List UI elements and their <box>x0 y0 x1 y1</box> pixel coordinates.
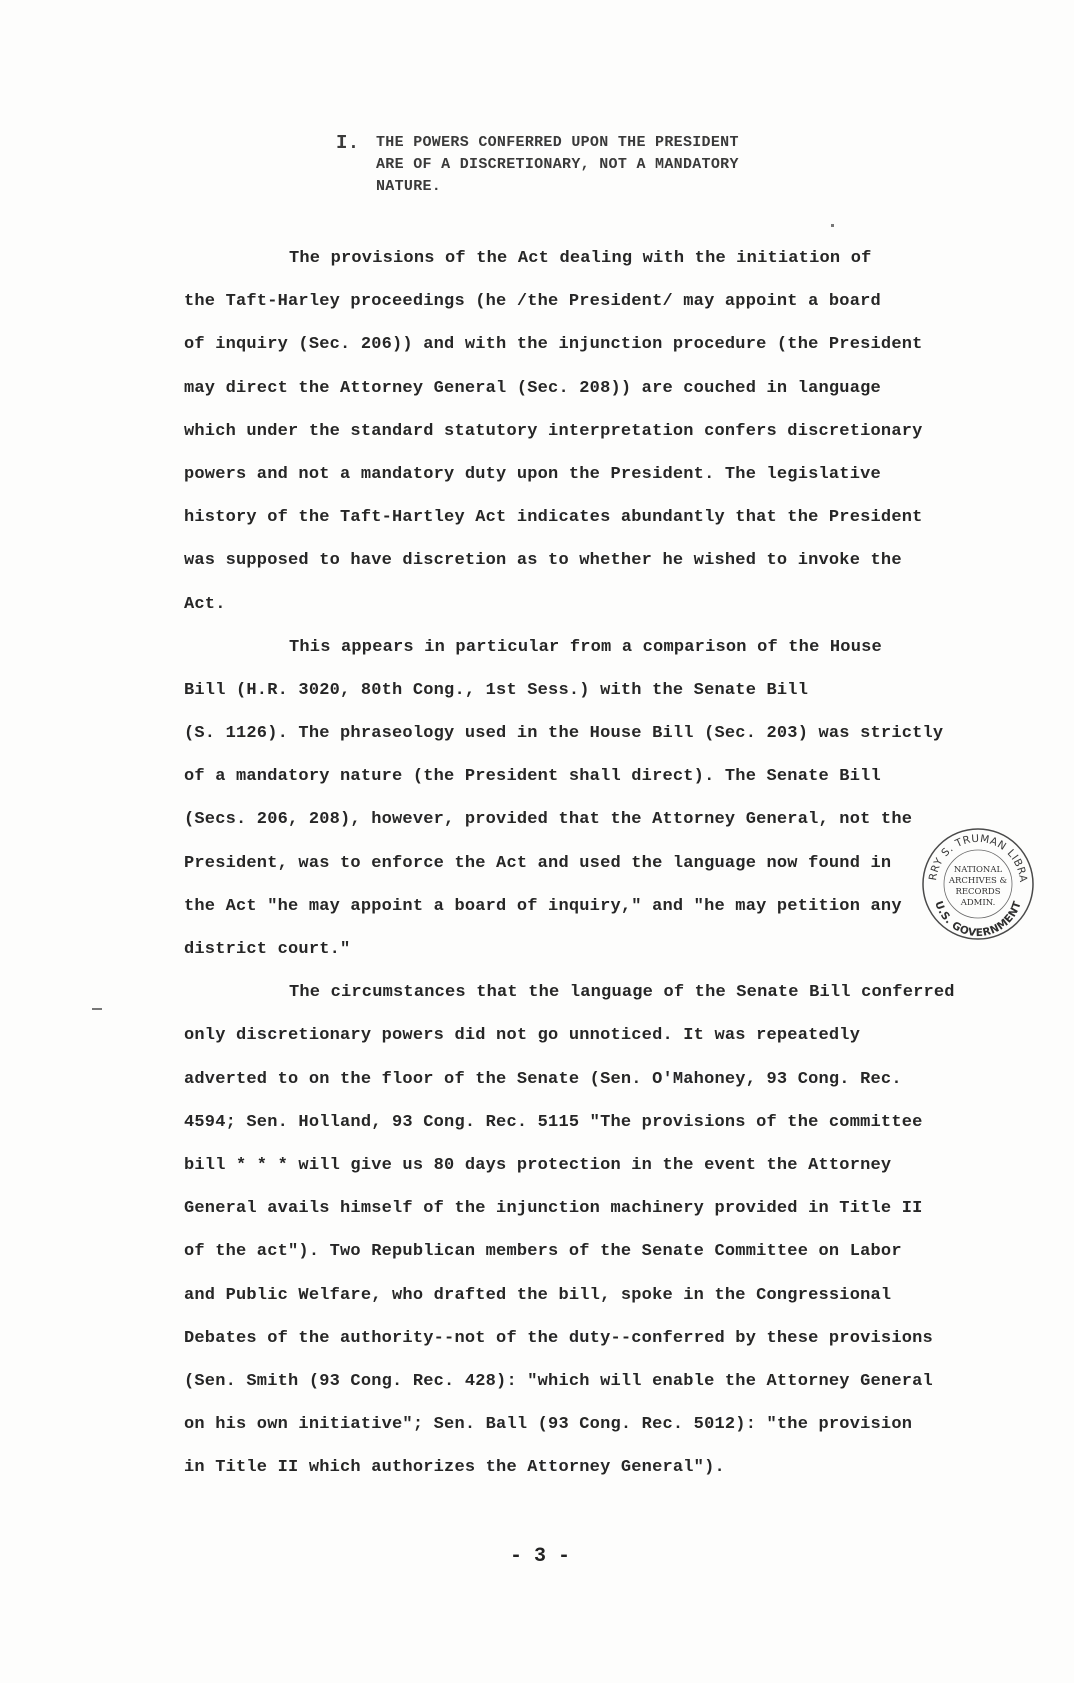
text-line: Act. <box>184 594 226 614</box>
text-line: only discretionary powers did not go unnoticed. It was repeatedly <box>184 1026 861 1046</box>
text-line: the Taft-Harley proceedings (he /the President/ may appoint a board <box>184 292 881 312</box>
stamp-center-line: RECORDS <box>955 887 1001 897</box>
text-line: of inquiry (Sec. 206)) and with the injunction procedure (the President <box>184 335 923 355</box>
heading-line: NATURE. <box>376 178 442 195</box>
text-line: (Sen. Smith (93 Cong. Rec. 428): "which will enable the Attorney General <box>184 1371 933 1391</box>
text-line: the Act "he may appoint a board of inquiry," and "he may petition any <box>184 896 902 916</box>
stamp-ring-bottom: U.S. GOVERNMENT <box>932 899 1024 940</box>
heading-line: ARE OF A DISCRETIONARY, NOT A MANDATORY <box>376 156 739 173</box>
heading-line: THE POWERS CONFERRED UPON THE PRESIDENT <box>376 134 739 151</box>
text-line: Bill (H.R. 3020, 80th Cong., 1st Sess.) with the Senate Bill <box>184 680 809 700</box>
text-line: General avails himself of the injunction machinery provided in Title II <box>184 1199 923 1219</box>
text-line: (S. 1126). The phraseology used in the House Bill (Sec. 203) was strictly <box>184 724 944 744</box>
text-line: history of the Taft-Hartley Act indicates abundantly that the President <box>184 508 923 528</box>
text-line: 4594; Sen. Holland, 93 Cong. Rec. 5115 "The provisions of the committee <box>184 1112 923 1132</box>
text-line: district court." <box>184 940 351 959</box>
text-line: President, was to enforce the Act and used the language now found in <box>184 853 892 873</box>
text-line: which under the standard statutory interpretation confers discretionary <box>184 421 923 441</box>
stamp-center-line: NATIONAL <box>953 865 1003 875</box>
stamp-center-line: ARCHIVES & <box>948 876 1008 886</box>
text-line: of the act"). Two Republican members of the Senate Committee on Labor <box>184 1242 902 1262</box>
text-line: The circumstances that the language of the Senate Bill conferred <box>289 983 955 1003</box>
scan-speck <box>831 224 834 227</box>
stamp-center-line: ADMIN. <box>960 898 996 908</box>
text-line: powers and not a mandatory duty upon the President. The legislative <box>184 464 881 484</box>
text-line: The provisions of the Act dealing with the initiation of <box>289 249 872 268</box>
stamp-seal-icon <box>920 826 1036 942</box>
text-line: of a mandatory nature (the President shall direct). The Senate Bill <box>184 767 881 787</box>
archive-stamp <box>920 826 1036 942</box>
text-line: was supposed to have discretion as to whether he wished to invoke the <box>184 551 902 571</box>
scan-speck <box>92 1008 102 1010</box>
text-line: may direct the Attorney General (Sec. 208)) are couched in language <box>184 378 881 398</box>
stamp-ring-top: RRY S. TRUMAN LIBRA <box>927 832 1030 884</box>
text-line: (Secs. 206, 208), however, provided that the Attorney General, not the <box>184 810 913 830</box>
text-line: Debates of the authority--not of the duty--conferred by these provisions <box>184 1328 933 1348</box>
text-line: in Title II which authorizes the Attorney General"). <box>184 1458 725 1478</box>
text-line: adverted to on the floor of the Senate (Sen. O'Mahoney, 93 Cong. Rec. <box>184 1069 902 1089</box>
section-number: I. <box>336 132 360 154</box>
text-line: bill * * * will give us 80 days protection in the event the Attorney <box>184 1155 892 1175</box>
section-heading <box>336 132 856 198</box>
page-number: - 3 - <box>509 1545 570 1568</box>
text-line: This appears in particular from a comparison of the House <box>289 637 882 657</box>
text-line: and Public Welfare, who drafted the bill, spoke in the Congressional <box>184 1285 892 1305</box>
text-line: on his own initiative"; Sen. Ball (93 Cong. Rec. 5012): "the provision <box>184 1415 913 1435</box>
body-text <box>184 237 974 1489</box>
